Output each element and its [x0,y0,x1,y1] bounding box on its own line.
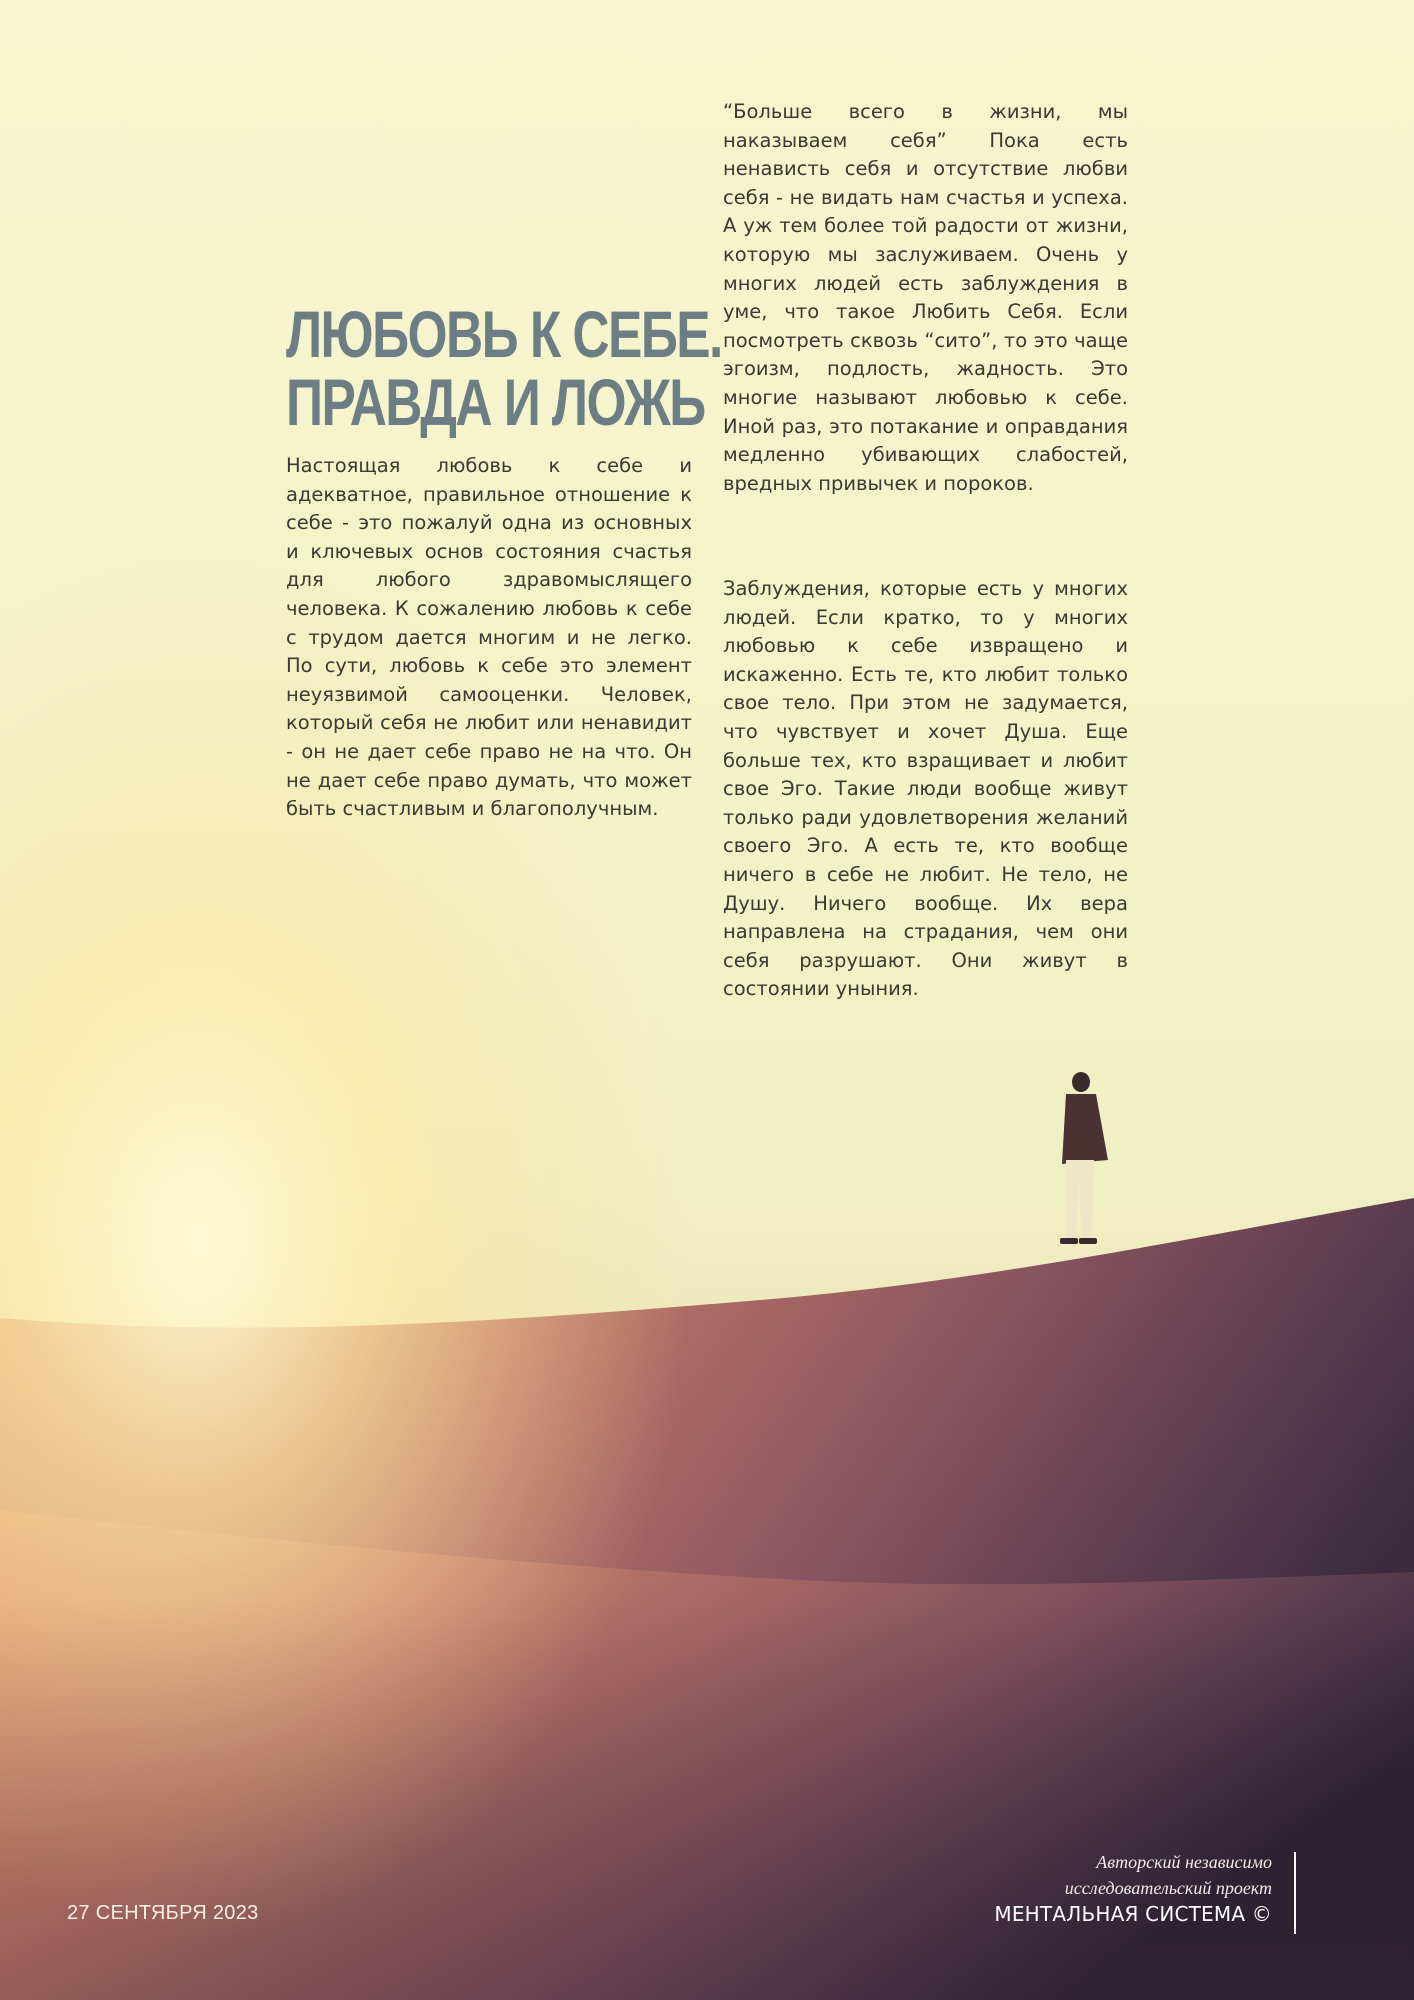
title-line-1: ЛЮБОВЬ К СЕБЕ. [286,297,722,371]
brand-name: МЕНТАЛЬНАЯ СИСТЕМА © [994,1902,1272,1926]
article-title [286,297,722,439]
publication-date: 27 СЕНТЯБРЯ 2023 [67,1902,259,1924]
article-paragraph-2: Заблуждения, которые есть у многих людей. Если кратко, то у многих любовью к себе извращено и искаженно. Есть те, кто любит только свое тело. При этом не задумается, что чувствует и хочет Душа. Еще больше тех, кто взращивает и любит свое Эго. Такие люди вообще живут только ради удовлетворения желаний своего Эго. А есть те, кто вообще ничего в себе не любит. Не тело, не Душу. Ничего вообще. Их вера направлена на страдания, чем они себя разрушают. Они живут в состоянии уныния. [723,577,1128,1001]
article-paragraph-1: “Больше всего в жизни, мы наказываем себя” Пока есть ненависть себя и отсутствие любви себя - не видать нам счастья и успеха. А уж тем более той радости от жизни, которую мы заслуживаем. Очень у многих людей есть заблуждения в уме, что такое Любить Себя. Если посмотреть сквозь “сито”, то это чаще эгоизм, подлость, жадность. Это многие называют любовью к себе. Иной раз, это потакание и оправдания медленно убивающих слабостей, вредных привычек и пороков. [723,100,1128,495]
project-tagline [912,1849,1272,1901]
tagline-line-2: исследовательский проект [1064,1878,1272,1898]
title-line-2: ПРАВДА И ЛОЖЬ [286,365,705,439]
article-intro: Настоящая любовь к себе и адекватное, правильное отношение к себе - это пожалуй одна из основных и ключевых основ состояния счастья для любого здравомыслящего человека. К сожалению любовь к себе с трудом дается многим и не легко. По сути, любовь к себе это элемент неуязвимой самооценки. Человек, который себя не любит или ненавидит - он не дает себе право не на что. Он не дает себе право думать, что может быть счастливым и благополучным. [286,454,692,821]
tagline-line-1: Авторский независимо [1096,1852,1272,1872]
footer-divider [1294,1852,1296,1934]
